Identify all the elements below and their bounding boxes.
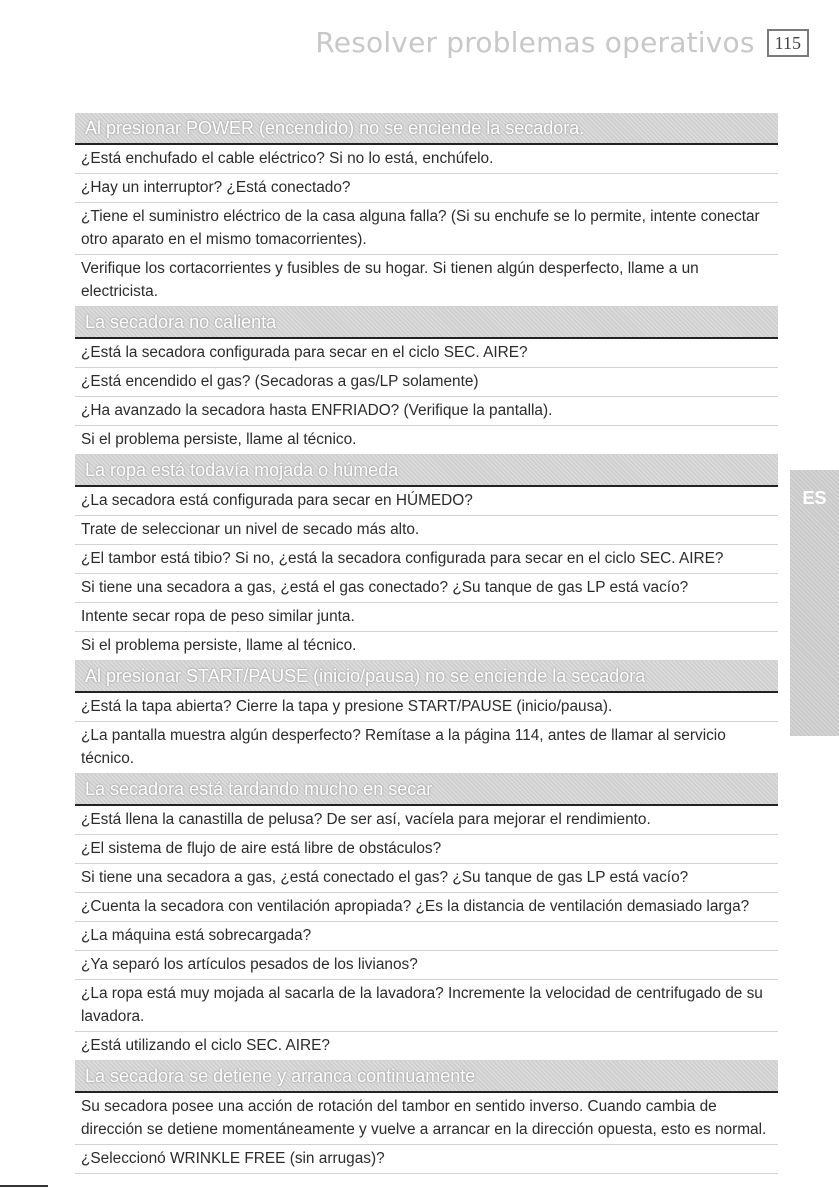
section-heading: Al presionar START/PAUSE (inicio/pausa) no se enciende la secadora	[75, 661, 778, 693]
checklist-item: ¿Está la secadora configurada para secar en el ciclo SEC. AIRE?	[75, 339, 778, 368]
checklist-item: ¿La máquina está sobrecargada?	[75, 922, 778, 951]
checklist-item: Intente secar ropa de peso similar junta.	[75, 603, 778, 632]
page-title: Resolver problemas operativos	[315, 26, 755, 59]
checklist-item: Si el problema persiste, llame al técnico.	[75, 426, 778, 455]
section-heading: La secadora no calienta	[75, 307, 778, 339]
checklist-item: ¿Está llena la canastilla de pelusa? De ser así, vacíela para mejorar el rendimiento.	[75, 806, 778, 835]
checklist-item: ¿Hay un interruptor? ¿Está conectado?	[75, 174, 778, 203]
checklist-item: ¿Ha avanzado la secadora hasta ENFRIADO? (Verifique la pantalla).	[75, 397, 778, 426]
page-header	[315, 26, 809, 59]
checklist-item: ¿Está utilizando el ciclo SEC. AIRE?	[75, 1032, 778, 1061]
checklist-item: ¿Está la tapa abierta? Cierre la tapa y presione START/PAUSE (inicio/pausa).	[75, 693, 778, 722]
troubleshooting-section	[75, 661, 778, 774]
checklist-item: ¿Seleccionó WRINKLE FREE (sin arrugas)?	[75, 1145, 778, 1174]
checklist-item: Si tiene una secadora a gas, ¿está conectado el gas? ¿Su tanque de gas LP está vacío?	[75, 864, 778, 893]
checklist-item: ¿El sistema de flujo de aire está libre de obstáculos?	[75, 835, 778, 864]
troubleshooting-section	[75, 1061, 778, 1174]
section-heading: Al presionar POWER (encendido) no se enciende la secadora.	[75, 113, 778, 145]
troubleshooting-content	[75, 113, 778, 1174]
section-heading: La secadora se detiene y arranca continuamente	[75, 1061, 778, 1093]
troubleshooting-section	[75, 307, 778, 455]
language-tab	[790, 470, 839, 736]
section-heading: La secadora está tardando mucho en secar	[75, 774, 778, 806]
troubleshooting-section	[75, 113, 778, 307]
language-tab-label: ES	[802, 488, 827, 508]
checklist-item: ¿Está enchufado el cable eléctrico? Si no lo está, enchúfelo.	[75, 145, 778, 174]
section-heading: La ropa está todavía mojada o húmeda	[75, 455, 778, 487]
checklist-item: ¿Está encendido el gas? (Secadoras a gas/LP solamente)	[75, 368, 778, 397]
checklist-item: ¿La ropa está muy mojada al sacarla de la lavadora? Incremente la velocidad de centrifugado de su lavadora.	[75, 980, 778, 1032]
checklist-item: Si tiene una secadora a gas, ¿está el gas conectado? ¿Su tanque de gas LP está vacío?	[75, 574, 778, 603]
checklist-item: ¿Cuenta la secadora con ventilación apropiada? ¿Es la distancia de ventilación demasiado larga?	[75, 893, 778, 922]
checklist-item: ¿La pantalla muestra algún desperfecto? Remítase a la página 114, antes de llamar al servicio técnico.	[75, 722, 778, 774]
checklist-item: ¿El tambor está tibio? Si no, ¿está la secadora configurada para secar en el ciclo SEC. AIRE?	[75, 545, 778, 574]
checklist-item: ¿Ya separó los artículos pesados de los livianos?	[75, 951, 778, 980]
checklist-item: Su secadora posee una acción de rotación del tambor en sentido inverso. Cuando cambia de dirección se detiene momentáneamente y vuelve a arrancar en la dirección opuesta, esto es normal.	[75, 1093, 778, 1145]
troubleshooting-section	[75, 774, 778, 1061]
checklist-item: Si el problema persiste, llame al técnico.	[75, 632, 778, 661]
bottom-rule	[0, 1185, 48, 1187]
troubleshooting-section	[75, 455, 778, 661]
checklist-item: Trate de seleccionar un nivel de secado más alto.	[75, 516, 778, 545]
checklist-item: Verifique los cortacorrientes y fusibles de su hogar. Si tienen algún desperfecto, llame a un electricista.	[75, 255, 778, 307]
checklist-item: ¿La secadora está configurada para secar en HÚMEDO?	[75, 487, 778, 516]
page-number: 115	[767, 29, 809, 57]
checklist-item: ¿Tiene el suministro eléctrico de la casa alguna falla? (Si su enchufe se lo permite, intente conectar otro aparato en el mismo tomacorrientes).	[75, 203, 778, 255]
